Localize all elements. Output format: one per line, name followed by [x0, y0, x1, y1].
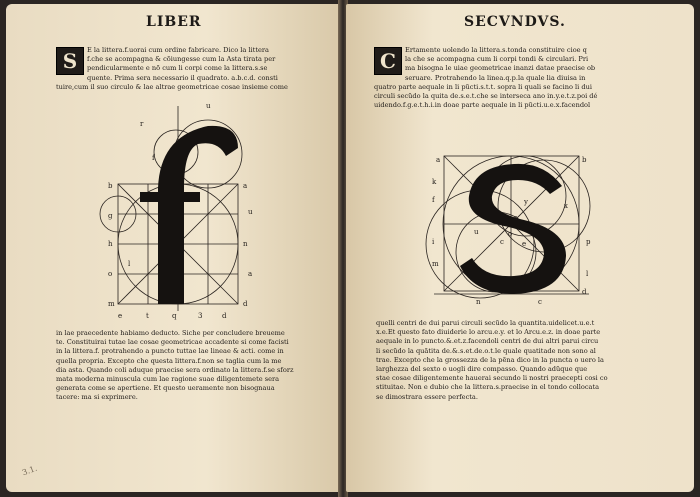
svg-text:e: e — [522, 240, 527, 248]
svg-text:d: d — [243, 300, 248, 308]
text-line: E la littera.f.uorai cum ordine fabricare. Dico la littera — [87, 46, 269, 54]
svg-text:d: d — [582, 288, 587, 296]
svg-text:f: f — [432, 196, 435, 204]
text-line: circuli secũdo la quita de.s.e.t.che se interseca ano in.y.e.t.z.poi dé — [374, 92, 598, 101]
text-line: Ertamente uolendo la littera.s.tonda constituire cioe q — [405, 46, 587, 54]
svg-text:i: i — [432, 238, 435, 246]
text-line: uidendo.f.g.e.t.h.i.in doae parte aequale in li pũcti.u.e.x.facendol — [374, 101, 591, 110]
text-line: quelli centri de dui parui circuli secũdo la quantita.uidelicet.u.e.t — [376, 319, 595, 327]
text-line: aequale in lo puncto.&.et.z.facendoli centri de dui altri parui circu — [376, 337, 599, 346]
svg-text:g: g — [108, 212, 113, 220]
text-line: larghezza del sexto o uogli dire compasso. Quando adũque que — [376, 365, 588, 374]
text-line: tacere: ma si exprimere. — [56, 393, 138, 402]
svg-text:n: n — [476, 298, 481, 306]
text-line: stituitae. Non e dubio che la littera.s.praecise in el tondo collocata — [376, 383, 600, 392]
left-running-head: LIBER — [146, 14, 202, 30]
svg-text:m: m — [432, 260, 439, 268]
right-page — [346, 4, 694, 492]
text-line: tuire,cum il suo circulo & lae altrae geometricae cosae insieme come — [56, 82, 288, 91]
svg-text:p: p — [586, 238, 591, 246]
letter-s-construction-diagram — [414, 144, 614, 309]
text-line: quatro parte aequale in li pũcti.s.t.t. sopra li quali se facino li dui — [374, 82, 592, 91]
letter-f-construction-diagram — [88, 96, 268, 326]
text-line: stae cosae diligentemente hauerai secundo li nostri praecepti cosi co — [376, 374, 608, 383]
svg-text:u: u — [206, 102, 211, 110]
svg-text:b: b — [108, 182, 113, 190]
svg-text:x: x — [564, 202, 568, 210]
text-line: te. Constituirai tutae lae cosae geometricae accadente si come facisti — [56, 338, 289, 347]
svg-text:q: q — [172, 312, 177, 320]
svg-text:d: d — [222, 312, 227, 320]
text-line: quente. Prima sera necessario il quadrato. a.b.c.d. consti — [87, 73, 278, 82]
text-line: se dimostrara essere perfecta. — [376, 392, 478, 401]
svg-text:c: c — [500, 238, 504, 246]
text-line: generata come se apertiene. Et questo ueramente non bisognaua — [56, 384, 275, 393]
text-line: trae. Excepto che la grossezza de la pẽna dico in la puncta o uero la — [376, 355, 604, 364]
left-top-text — [56, 46, 321, 92]
text-line: in la littera.f. protrahendo a puncto tuttae lae lineae & acti. come in — [56, 347, 284, 356]
svg-text:l: l — [586, 270, 589, 278]
svg-text:3: 3 — [198, 312, 203, 320]
svg-text:f: f — [152, 154, 155, 162]
svg-text:a: a — [248, 270, 253, 278]
text-line: ma bisogna le uiae geometricae inanzi datae praecise ob — [405, 64, 596, 73]
svg-text:o: o — [508, 230, 513, 238]
svg-text:n: n — [243, 240, 248, 248]
decorated-initial-c: C — [374, 47, 402, 75]
svg-text:l: l — [128, 260, 131, 268]
right-top-text — [374, 46, 674, 110]
svg-text:y: y — [524, 198, 528, 206]
svg-text:m: m — [108, 300, 115, 308]
decorated-initial-s: S — [56, 47, 84, 75]
svg-text:a: a — [243, 182, 248, 190]
right-running-head: SECVNDVS. — [464, 14, 566, 30]
text-line: f.che se acompagna & cõiungesse cum la Asta tirata per — [87, 55, 276, 64]
svg-text:c: c — [538, 298, 542, 306]
svg-text:a: a — [436, 156, 441, 164]
text-line: in lae praecedente habiamo deducto. Siche per concludere breueme — [56, 329, 285, 337]
text-line: mata moderna minuscula cum lae ragione suae diligentemete sera — [56, 375, 280, 384]
margin-note: 3.1. — [20, 463, 39, 478]
svg-text:k: k — [432, 178, 437, 186]
svg-text:b: b — [582, 156, 587, 164]
svg-text:u: u — [474, 228, 479, 236]
svg-text:r: r — [140, 120, 144, 128]
text-line: x.e.Et questo fato diuiderie lo arcu.e.y. et lo Arcu.e.z. in doae parte — [376, 328, 601, 337]
left-page — [6, 4, 340, 492]
svg-text:e: e — [118, 312, 123, 320]
svg-text:t: t — [146, 312, 149, 320]
left-bottom-text — [56, 329, 324, 403]
text-line: li secũdo la quãtita de.&.s.et.de.o.t.le quale quatitade non sono al — [376, 346, 596, 355]
right-bottom-text — [376, 319, 672, 402]
svg-text:s: s — [514, 214, 518, 222]
text-line: seruare. Protrahendo la linea.q.p.la quale lia diuisa in — [405, 73, 586, 82]
svg-text:u: u — [248, 208, 253, 216]
svg-text:o: o — [108, 270, 113, 278]
text-line: quella propria. Excepto che questa littera.f.non se taglia cum la me — [56, 356, 282, 365]
svg-text:h: h — [108, 240, 113, 248]
text-line: pendicularmente e nõ cum li corpi come la littera.s.se — [87, 64, 268, 73]
text-line: la che se acompagna cum li corpi tondi & circulari. Pri — [405, 55, 589, 64]
text-line: dia asta. Quando coli aduque praecise sera ordinato la littera.f.se sforz — [56, 365, 294, 374]
